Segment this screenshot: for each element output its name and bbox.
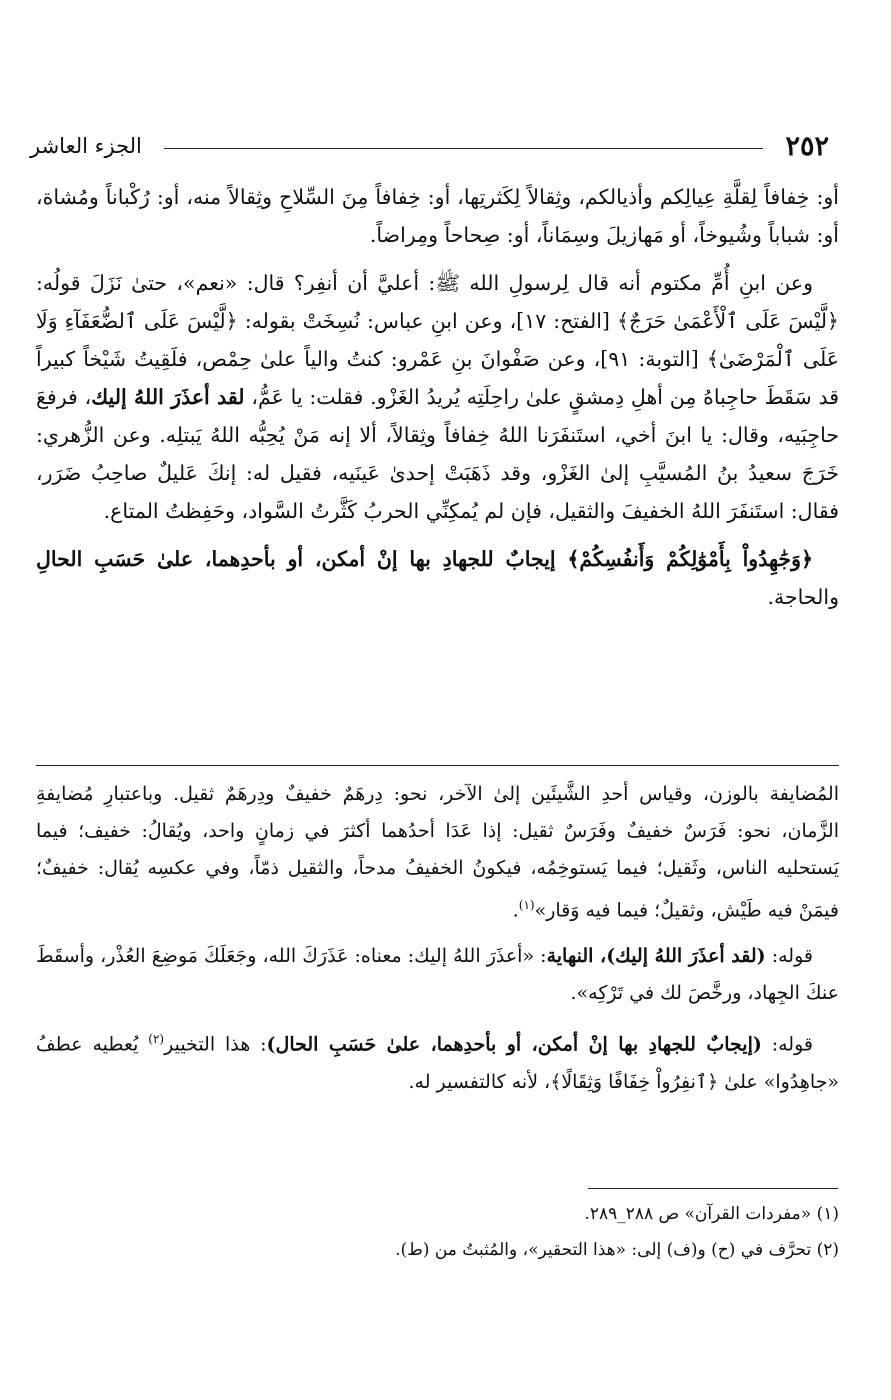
commentary-paragraph-3-mid: : هذا التخيير (164, 1033, 267, 1056)
main-paragraph-2 (36, 264, 839, 530)
main-paragraph-2-text: وعن ابنِ أُمِّ مكتوم أنه قال لِرسولِ الله ﷺ: أعليَّ أن أنفِر؟ قال: «نعم»، حتىٰ نَزَلَ قولُه: ﴿لَّيْسَ عَلَى ٱلْأَعْمَىٰ حَرَجٌ﴾ [الفتح: ١٧]، وعن ابنِ عباس: نُسِخَتْ بقوله: ﴿لَّيْسَ عَلَى ٱلضُّعَفَآءِ وَلَا عَلَى ٱلْمَرْضَىٰ﴾ [التوبة: ٩١]، وعن صَفْوانَ بنِ عَمْرو: كنتُ والياً علىٰ حِمْص، فلَقِيتُ شَيْخاً كبيراً قد سَقَطَ حاجِباهُ مِن أهلِ دِمشقٍ علىٰ راحِلَتِه يُريدُ الغَزْو. فقلت: يا عَمُّ، (36, 271, 840, 409)
running-title: الجزء العاشر (30, 134, 142, 158)
footnote-divider (588, 1188, 838, 1189)
section-divider (36, 765, 839, 766)
commentary-paragraph-1-text: المُضايفة بالوزن، وقياس أحدِ الشَّيئَين إلىٰ الآخر، نحو: دِرهَمٌ خفيفٌ ودِرهَمٌ ثقيل. وباعتبارِ مُضايفةِ الزَّمان، نحو: فَرَسٌ خفيفٌ وفَرَسٌ ثقيل: إذا عَدَا أحدُهما أكثرَ في زمانٍ واحد، ويُقالُ: خفيف؛ فيما يَستحليه الناس، وثَقيل؛ فيما يَستوخِمُه، فيكونُ الخفيفُ مدحاً، والثقيل ذمّاً، وفي عكسِه يُقال: خفيفٌ؛ فيمَنْ فيه طَيْش، وثقيلٌ؛ فيما فيه وَقار» (36, 783, 839, 922)
commentary-paragraph-3-bold: (إيجابٌ للجهادِ بها إنْ أمكن، أو بأحدِهما، علىٰ حَسَبِ الحال) (266, 1033, 762, 1056)
footnote-ref-1[interactable]: (١) (518, 898, 535, 912)
main-paragraph-3-rest: والحاجة. (767, 585, 839, 609)
commentary-paragraph-2-bold: (لقد أعذَرَ اللهُ إليك)، النهاية (546, 945, 766, 968)
page-header (30, 126, 829, 166)
commentary-paragraph-2-lead: قوله: (765, 945, 813, 968)
main-paragraph-3 (36, 540, 839, 616)
commentary-paragraph-2 (36, 938, 839, 1012)
main-paragraph-3-bold: ﴿وَجَٰهِدُواْ بِأَمْوَٰلِكُمْ وَأَنفُسِكُمْ﴾ إيجابٌ للجهادِ بها إنْ أمكن، أو بأحدِهما، علىٰ حَسَبِ الحالِ (36, 547, 813, 571)
page-number: ٢٥٢ (785, 130, 829, 162)
main-text (36, 178, 839, 626)
footnote-2: (٢) تحرَّف في (ح) و(ف) إلى: «هذا التحقير»، والمُثبتُ من (ط). (395, 1240, 839, 1260)
footnote-ref-2[interactable]: (٢) (148, 1032, 165, 1047)
main-paragraph-2-rest: ، فرفعَ حاجِبَيه، وقال: يا ابنَ أخي، استَنفَرَنا اللهُ خِفافاً وثِقالاً، ألا إنه مَنْ يُحِبُّه اللهُ يَبتلِه. وعن الزُّهري: خَرَجَ سعيدُ بنُ المُسيَّبِ إلىٰ الغَزْو، وقد ذَهَبَتْ إحدىٰ عَينَيه، فقيل له: إنكَ عَليلٌ صاحِبُ ضَرَر، فقال: استَنفَرَ اللهُ الخفيفَ والثقيل، فإن لم يُمكِنِّي الحربُ كَثَّرتُ السَّواد، وحَفِظتُ المتاع. (36, 385, 839, 523)
commentary-paragraph-1-end: . (512, 899, 519, 922)
main-paragraph-1 (36, 178, 839, 254)
header-rule (164, 148, 764, 149)
footnotes (60, 1196, 839, 1268)
commentary-paragraph-1 (36, 776, 839, 929)
commentary-paragraph-2-rest: : «أعذَرَ اللهُ إليك: معناه: عَذَرَكَ الله، وجَعَلَكَ مَوضِعَ العُذْر، وأسقَطَ عنكَ الجِهاد، ورخَّصَ لك في تَرْكِه». (36, 945, 839, 1005)
commentary-paragraph-3-lead: قوله: (761, 1033, 813, 1056)
commentary-paragraph-3-rest: يُعطيه عطفُ «جاهِدُوا» علىٰ ﴿ٱنفِرُواْ خِفَافًا وَثِقَالًا﴾، لأنه كالتفسير له. (36, 1033, 839, 1093)
commentary-text (36, 776, 839, 1110)
footnote-1: (١) «مفردات القرآن» ص ٢٨٨_٢٨٩. (584, 1204, 839, 1224)
commentary-paragraph-3 (36, 1021, 839, 1100)
main-paragraph-1-text: أو: خِفافاً لِقلَّةِ عِيالِكم وأذيالكم، وثِقالاً لِكَثرتِها، أو: خِفافاً مِنَ السِّلاحِ وثِقالاً منه، أو: رُكْباناً ومُشاة، أو: شباباً وشُيوخاً، أو مَهازيلَ وسِمَاناً، أو: صِحاحاً ومِراضاً. (36, 185, 839, 247)
main-paragraph-2-bold: لقد أعذَرَ اللهُ إليك (91, 385, 245, 409)
